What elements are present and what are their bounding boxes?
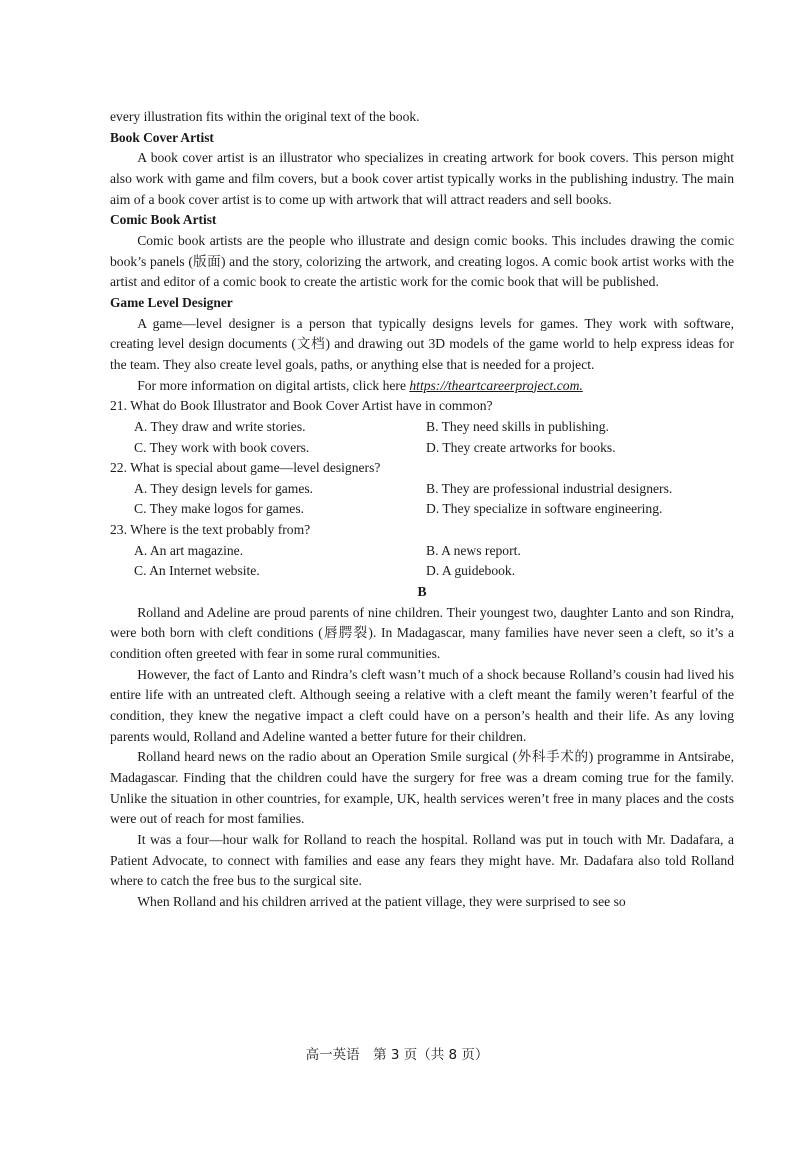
question-options bbox=[110, 541, 734, 582]
section-paragraph: A book cover artist is an illustrator who specializes in creating artwork for book covers. This person might also work with game and film covers, but a book cover artist typically works in the publishing industry. The main aim of a book cover artist is to come up with artwork that will attract readers and sell books. bbox=[110, 150, 734, 207]
section-heading: Comic Book Artist bbox=[110, 212, 217, 228]
option-c: C. They make logos for games. bbox=[134, 501, 305, 517]
question-stem: 21. What do Book Illustrator and Book Cover Artist have in common? bbox=[110, 398, 493, 414]
option-a: A. They draw and write stories. bbox=[134, 418, 306, 434]
option-c: C. An Internet website. bbox=[134, 563, 260, 579]
passage-paragraph: When Rolland and his children arrived at the patient village, they were surprised to see so bbox=[137, 893, 626, 909]
passage-paragraph: Rolland heard news on the radio about an Operation Smile surgical (外科手术的) programme in Antsirabe, Madagascar. Finding that the children could have the surgery for free was a dream coming true for the family. Unlike the situation in other countries, for example, UK, health services weren’t free in many places and the costs were out of reach for most families. bbox=[110, 749, 734, 827]
website-link[interactable]: https://theartcareerproject.com. bbox=[409, 377, 583, 393]
question-options bbox=[110, 417, 734, 458]
option-a: A. An art magazine. bbox=[134, 542, 244, 558]
option-d: D. A guidebook. bbox=[426, 563, 516, 579]
more-info-text: For more information on digital artists, click here bbox=[137, 377, 410, 393]
passage-paragraph: It was a four—hour walk for Rolland to reach the hospital. Rolland was put in touch with Mr. Dadafara, a Patient Advocate, to connect with families and ease any fears they might have. Mr. Dadafara also told Rolland where to catch the free bus to the surgical site. bbox=[110, 831, 734, 889]
continuation-text: every illustration fits within the original text of the book. bbox=[110, 109, 420, 124]
exam-page bbox=[110, 107, 734, 913]
option-d: D. They specialize in software engineering. bbox=[426, 501, 663, 517]
section-heading: Book Cover Artist bbox=[110, 129, 214, 145]
option-c: C. They work with book covers. bbox=[134, 439, 310, 455]
option-b: B. They need skills in publishing. bbox=[426, 418, 609, 434]
question-stem: 23. Where is the text probably from? bbox=[110, 522, 311, 538]
option-b: B. A news report. bbox=[426, 542, 521, 558]
question-options bbox=[110, 479, 734, 520]
option-d: D. They create artworks for books. bbox=[426, 439, 616, 455]
passage-paragraph: However, the fact of Lanto and Rindra’s cleft wasn’t much of a shock because Rolland’s cousin had lived his entire life with an untreated cleft. Although seeing a relative with a cleft meant the family weren’t fearful of the condition, they knew the negative impact a cleft could have on a person’s health and their life. As any loving parents would, Rolland and Adeline wanted a better future for their children. bbox=[110, 666, 734, 744]
passage-paragraph: Rolland and Adeline are proud parents of nine children. Their youngest two, daughter Lanto and son Rindra, were both born with cleft conditions (唇腭裂). In Madagascar, many families have never seen a cleft, so it’s a condition often greeted with fear in some rural communities. bbox=[110, 604, 734, 662]
option-a: A. They design levels for games. bbox=[134, 480, 314, 496]
section-b-label: B bbox=[417, 584, 427, 600]
question-stem: 22. What is special about game—level designers? bbox=[110, 460, 381, 476]
page-footer: 高一英语 第 3 页（共 8 页） bbox=[305, 1047, 489, 1063]
section-paragraph: Comic book artists are the people who illustrate and design comic books. This includes drawing the comic book’s panels (版面) and the story, colorizing the artwork, and creating logos. A comic book artist works with the artist and editor of a comic book to create the artistic work for the comic book that will be published. bbox=[110, 232, 734, 290]
option-b: B. They are professional industrial designers. bbox=[426, 480, 673, 496]
section-heading: Game Level Designer bbox=[110, 294, 233, 310]
section-paragraph: A game—level designer is a person that typically designs levels for games. They work with software, creating level design documents (文档) and drawing out 3D models of the game world to help express ideas for the team. They also create level goals, paths, or anything else that is needed for a project. bbox=[110, 315, 734, 372]
more-info-line bbox=[110, 376, 734, 397]
